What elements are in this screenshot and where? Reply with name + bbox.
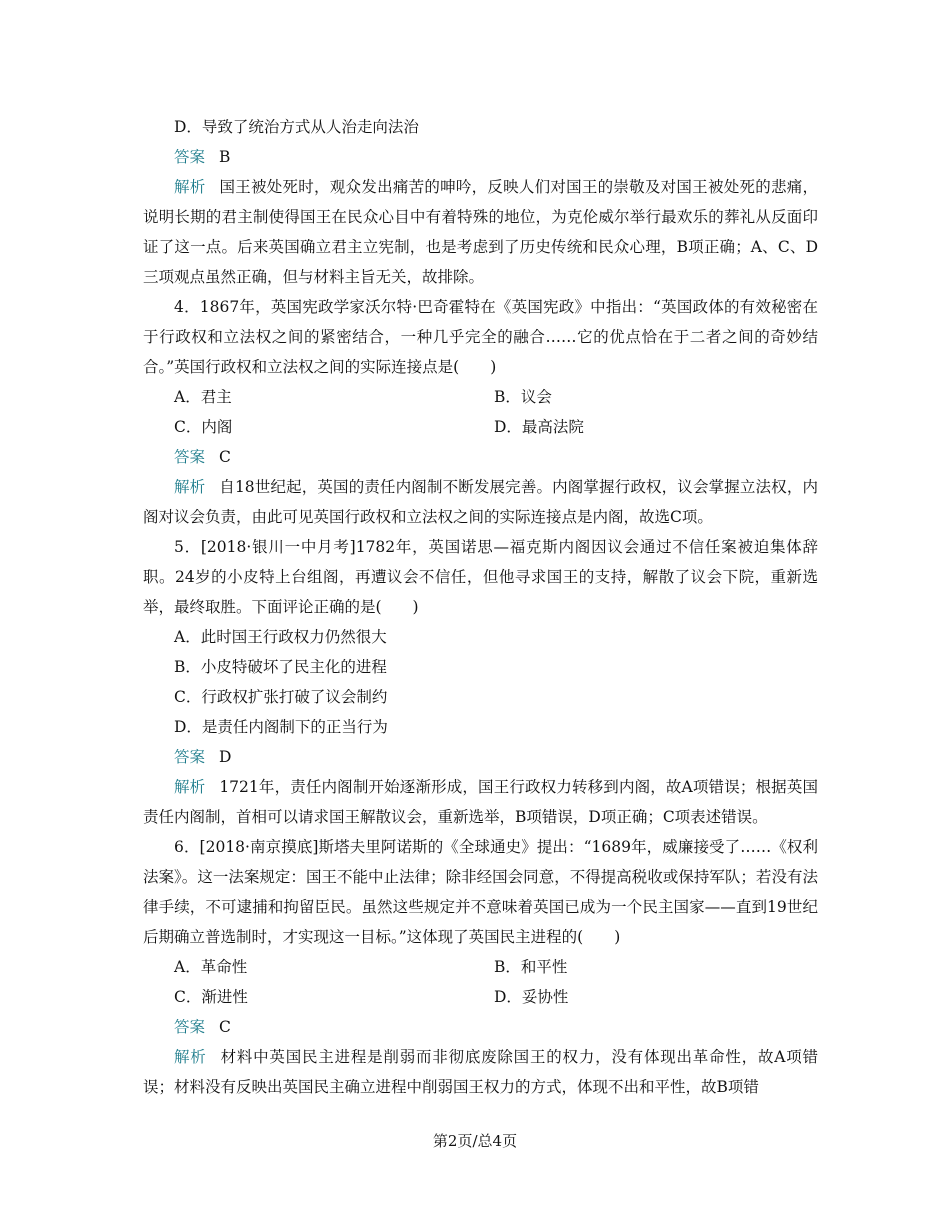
q5-analysis	[143, 772, 818, 832]
q5-stem-text: 5．[2018·银川一中月考]1782年，英国诺思—福克斯内阁因议会通过不信任案被迫集体辞职。24岁的小皮特上台组阁，再遭议会不信任，但他寻求国王的支持，解散了议会下院，重新选举，最终取胜。下面评论正确的是( )	[143, 538, 818, 616]
q4-answer-line	[143, 442, 818, 472]
q3-answer: B	[219, 148, 231, 166]
q4-option-b: B．议会	[494, 388, 552, 406]
q6-answer-line	[143, 1012, 818, 1042]
q6-analysis-text: 材料中英国民主进程是削弱而非彻底废除国王的权力，没有体现出革命性，故A项错误；材料没有反映出英国民主确立进程中削弱国王权力的方式，体现不出和平性，故B项错	[143, 1048, 818, 1096]
q5-option-d: D．是责任内阁制下的正当行为	[174, 718, 388, 736]
q4-option-d: D．最高法院	[494, 418, 584, 436]
q6-options-row-1	[143, 952, 818, 982]
q5-answer: D	[219, 748, 232, 766]
q4-stem	[143, 292, 818, 382]
q6-options-row-2	[143, 982, 818, 1012]
q3-analysis-text: 国王被处死时，观众发出痛苦的呻吟，反映人们对国王的崇敬及对国王被处死的悲痛，说明长期的君主制使得国王在民众心目中有着特殊的地位，为克伦威尔举行最欢乐的葬礼从反面印证了这一点。后来英国确立君主立宪制，也是考虑到了历史传统和民众心理，B项正确；A、C、D三项观点虽然正确，但与材料主旨无关，故排除。	[143, 178, 818, 286]
q6-stem-text: 6．[2018·南京摸底]斯塔夫里阿诺斯的《全球通史》提出：“1689年，威廉接受了……《权利法案》。这一法案规定：国王不能中止法律；除非经国会同意，不得提高税收或保持军队；若没有法律手续，不可逮捕和拘留臣民。虽然这些规定并不意味着英国已成为一个民主国家——直到19世纪后期确立普选制时，才实现这一目标。”这体现了英国民主进程的( )	[143, 838, 818, 946]
analysis-label: 解析	[174, 178, 206, 196]
analysis-label: 解析	[174, 478, 206, 496]
q4-option-a: A．君主	[174, 388, 232, 406]
q4-options-row-1	[143, 382, 818, 412]
q4-answer: C	[219, 448, 231, 466]
q6-option-d: D．妥协性	[494, 988, 569, 1006]
q4-analysis-text: 自18世纪起，英国的责任内阁制不断发展完善。内阁掌握行政权，议会掌握立法权，内阁对议会负责，由此可见英国行政权和立法权之间的实际连接点是内阁，故选C项。	[143, 478, 818, 526]
q4-options-row-2	[143, 412, 818, 442]
analysis-label: 解析	[174, 778, 206, 796]
q5-analysis-text: 1721年，责任内阁制开始逐渐形成，国王行政权力转移到内阁，故A项错误；根据英国责任内阁制，首相可以请求国王解散议会，重新选举，B项错误，D项正确；C项表述错误。	[143, 778, 818, 826]
q3-analysis	[143, 172, 818, 292]
answer-label: 答案	[174, 448, 206, 466]
q4-analysis	[143, 472, 818, 532]
q6-option-b: B．和平性	[494, 958, 568, 976]
answer-label: 答案	[174, 1018, 206, 1036]
page-footer: 第2页/总4页	[432, 1132, 518, 1150]
q5-option-c: C．行政权扩张打破了议会制约	[174, 688, 388, 706]
q6-option-a: A．革命性	[174, 958, 248, 976]
document-body	[143, 112, 818, 1102]
q4-option-c: C．内阁	[174, 418, 233, 436]
q3-answer-line	[143, 142, 818, 172]
q6-stem	[143, 832, 818, 952]
answer-label: 答案	[174, 748, 206, 766]
q5-stem	[143, 532, 818, 622]
q6-analysis	[143, 1042, 818, 1102]
q3-option-d: D．导致了统治方式从人治走向法治	[174, 118, 419, 136]
answer-label: 答案	[174, 148, 206, 166]
q5-answer-line	[143, 742, 818, 772]
q6-option-c: C．渐进性	[174, 988, 248, 1006]
analysis-label: 解析	[174, 1048, 207, 1066]
q5-option-a: A．此时国王行政权力仍然很大	[174, 628, 387, 646]
q4-stem-text: 4．1867年，英国宪政学家沃尔特·巴奇霍特在《英国宪政》中指出：“英国政体的有效秘密在于行政权和立法权之间的紧密结合，一种几乎完全的融合……它的优点恰在于二者之间的奇妙结合。”英国行政权和立法权之间的实际连接点是( )	[143, 298, 818, 376]
q6-answer: C	[219, 1018, 231, 1036]
q5-option-b: B．小皮特破坏了民主化的进程	[174, 658, 387, 676]
